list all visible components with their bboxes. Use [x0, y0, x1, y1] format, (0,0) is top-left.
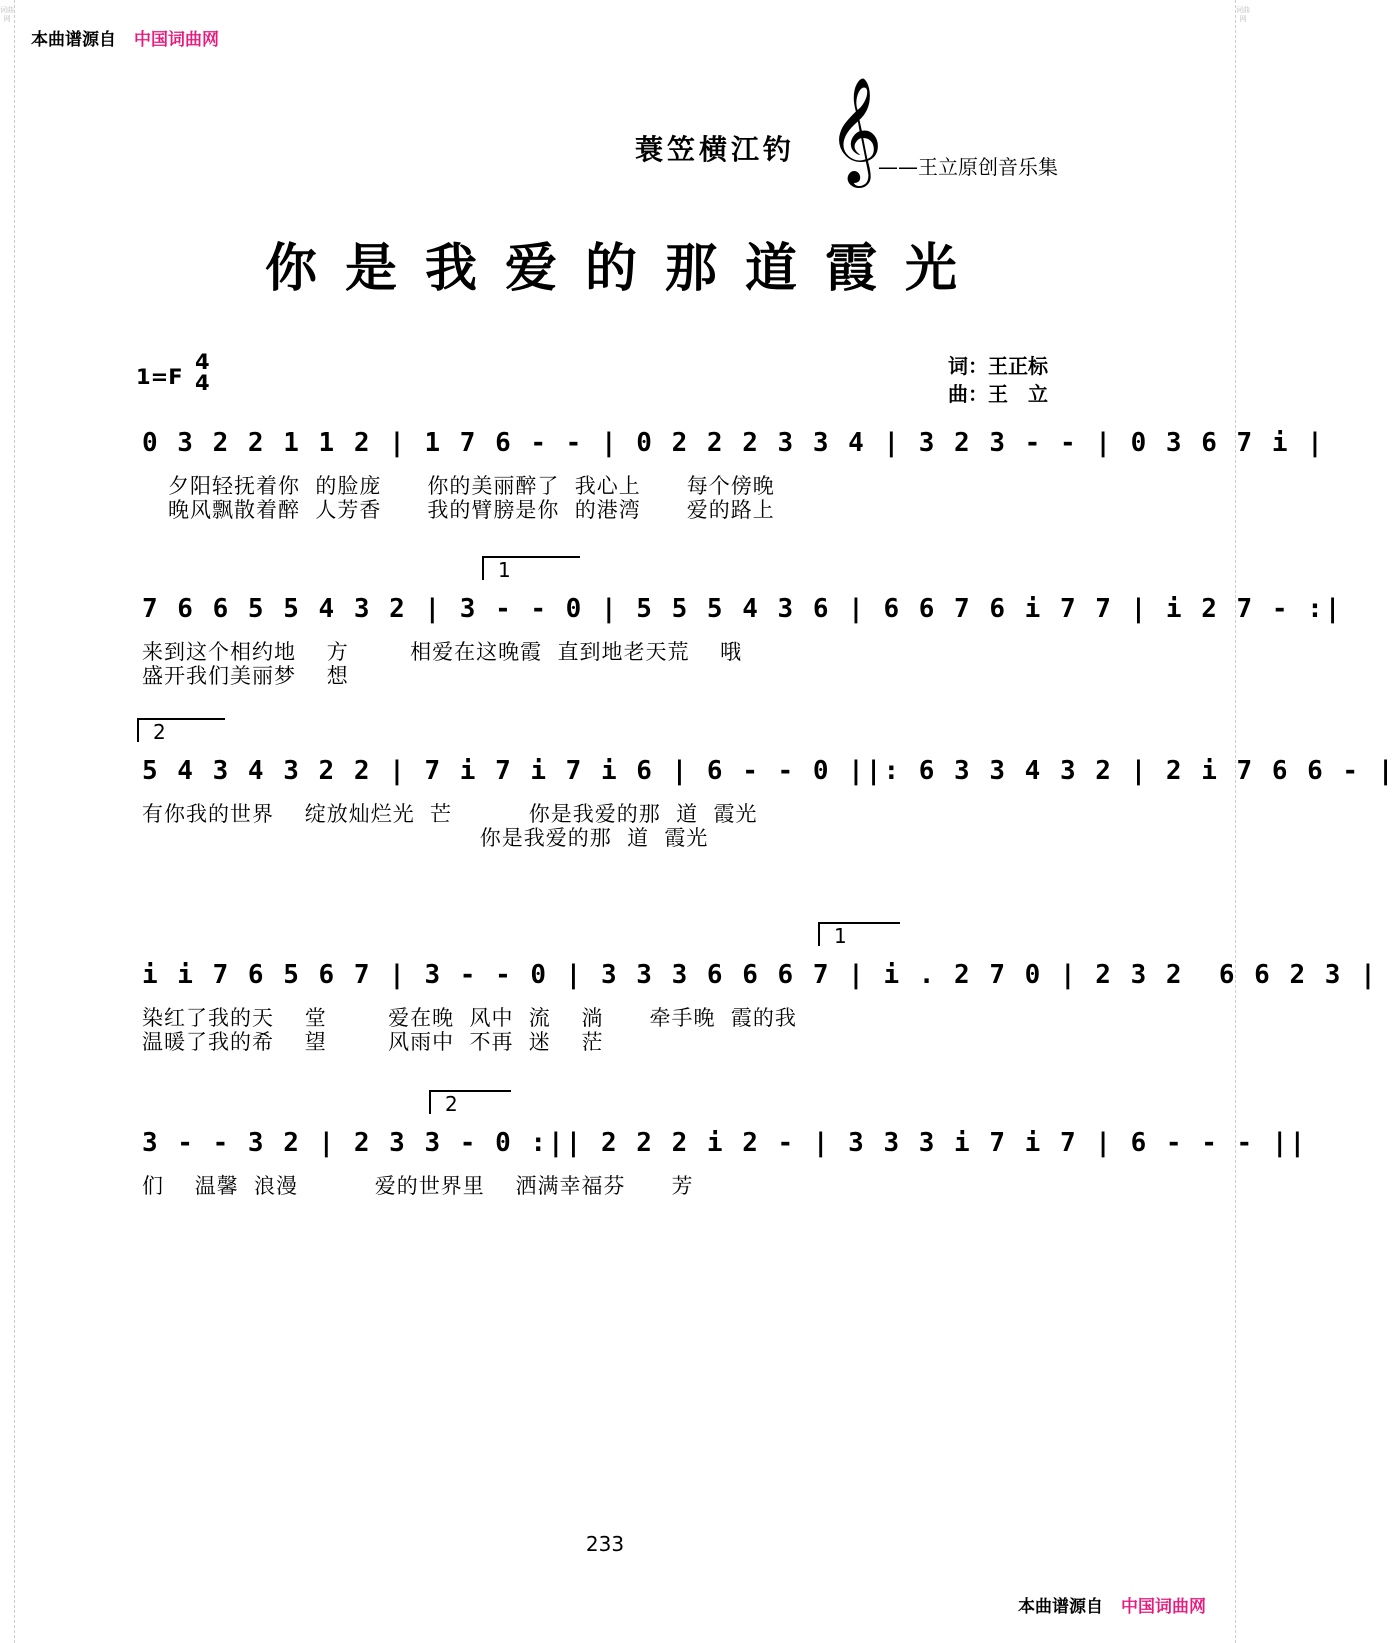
lyricist-credit: 词：王正标 — [948, 354, 1048, 378]
notation-line-2: 7 6 6 5 5 4 3 2 | 3 - - 0 | 5 5 5 4 3 6 | 6 6 7 6 i 7 7 | i 2 7 - :| — [142, 594, 1343, 624]
source-site-link[interactable]: 中国词曲网 — [1121, 1597, 1206, 1617]
collection-name: 蓑笠横江钓 — [635, 133, 796, 166]
lyrics-line-4-verse-2: 温暖了我的希 望 风雨中 不再 迷 茫 — [142, 1030, 604, 1054]
lyrics-line-4-verse-1: 染红了我的天 堂 爱在晚 风中 流 淌 牵手晚 霞的我 — [142, 1006, 797, 1030]
lyrics-line-5-verse-1: 们 温馨 浪漫 爱的世界里 洒满幸福芬 芳 — [142, 1174, 694, 1198]
notation-line-3: 5 4 3 4 3 2 2 | 7 i 7 i 7 i 6 | 6 - - 0 ||: 6 3 3 4 3 2 | 2 i 7 6 6 - | — [142, 756, 1395, 786]
song-title: 你是我爱的那道霞光 — [264, 238, 985, 299]
ending-bracket-2b: 2 — [429, 1090, 511, 1114]
lyrics-line-1-verse-2: 晚风飘散着醉 人芳香 我的臂膀是你 的港湾 爱的路上 — [168, 498, 775, 522]
notation-line-5: 3 - - 3 2 | 2 3 3 - 0 :|| 2 2 2 i 2 - | 3 3 3 i 7 i 7 | 6 - - - || — [142, 1128, 1308, 1158]
source-footer — [1018, 1592, 1206, 1617]
lyrics-line-1-verse-1: 夕阳轻抚着你 的脸庞 你的美丽醉了 我心上 每个傍晚 — [168, 474, 775, 498]
right-watermark-strip: 词曲网 — [1235, 0, 1250, 1643]
source-site-link[interactable]: 中国词曲网 — [134, 30, 219, 50]
composer-credit: 曲：王 立 — [948, 382, 1048, 406]
source-label: 本曲谱源自 — [1018, 1597, 1103, 1617]
ending-bracket-2: 2 — [137, 718, 225, 742]
lyrics-line-2-verse-2: 盛开我们美丽梦 想 — [142, 664, 349, 688]
time-signature-top: 4 — [195, 350, 210, 374]
source-label: 本曲谱源自 — [31, 30, 116, 50]
collection-subtitle: ——王立原创音乐集 — [878, 155, 1058, 179]
ending-bracket-1: 1 — [482, 556, 580, 580]
time-signature-bottom: 4 — [195, 371, 210, 395]
lyrics-line-3-verse-2: 你是我爱的那 道 霞光 — [142, 826, 709, 850]
lyrics-line-3-verse-1: 有你我的世界 绽放灿烂光 芒 你是我爱的那 道 霞光 — [142, 802, 758, 826]
source-header — [31, 25, 219, 50]
notation-line-1: 0 3 2 2 1 1 2 | 1 7 6 - - | 0 2 2 2 3 3 4 | 3 2 3 - - | 0 3 6 7 i | — [142, 428, 1325, 458]
page-number: 233 — [585, 1532, 625, 1556]
time-signature — [195, 352, 210, 394]
key-signature: 1=F — [136, 365, 183, 389]
treble-clef-icon: 𝄞 — [828, 76, 883, 183]
notation-line-4: i i 7 6 5 6 7 | 3 - - 0 | 3 3 3 6 6 6 7 | i . 2 7 0 | 2 3 2 6 6 2 3 | — [142, 960, 1378, 990]
lyrics-line-2-verse-1: 来到这个相约地 方 相爱在这晚霞 直到地老天荒 哦 — [142, 640, 743, 664]
left-watermark-strip: 词曲网 — [0, 0, 15, 1643]
ending-bracket-1b: 1 — [818, 922, 900, 946]
